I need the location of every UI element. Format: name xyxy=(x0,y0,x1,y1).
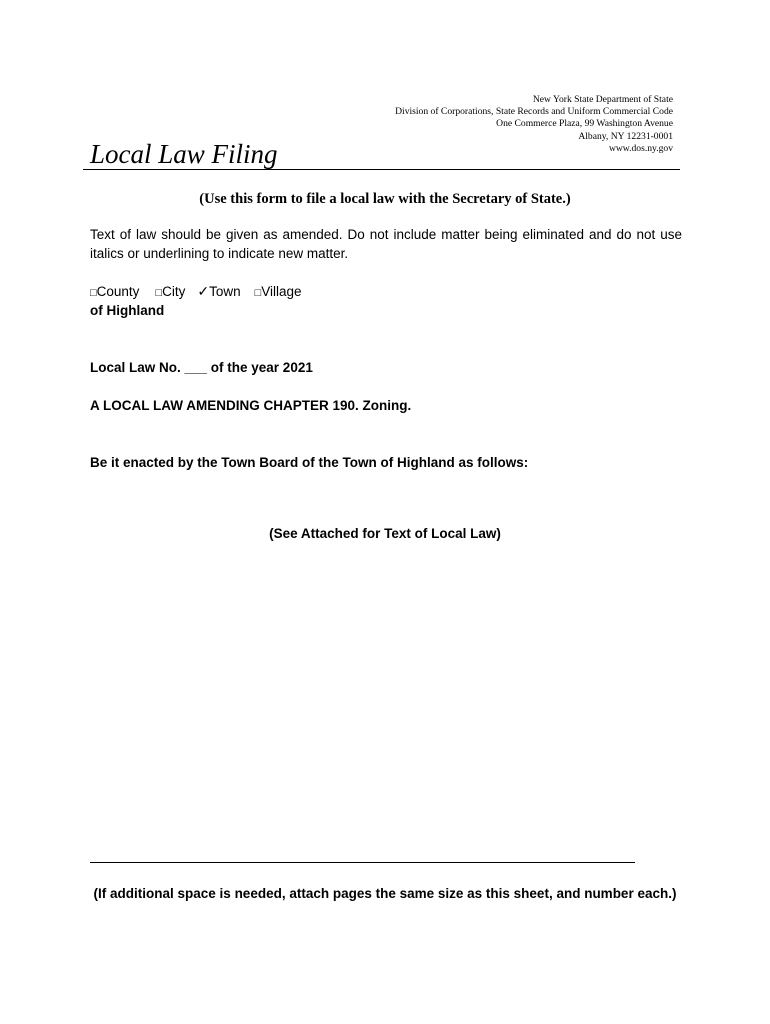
option-county[interactable] xyxy=(90,282,139,303)
attached-text-note: (See Attached for Text of Local Law) xyxy=(269,526,501,541)
title-divider xyxy=(83,169,680,170)
additional-space-note: (If additional space is needed, attach pages the same size as this sheet, and number each.) xyxy=(93,886,677,901)
checkbox-empty-icon: □ xyxy=(254,287,262,299)
municipality-name: of Highland xyxy=(90,303,165,318)
option-label: Village xyxy=(261,284,302,299)
agency-name: New York State Department of State xyxy=(532,94,673,105)
option-label: City xyxy=(162,284,186,299)
option-village[interactable] xyxy=(255,282,302,303)
agency-address-block xyxy=(395,94,673,155)
agency-website: www.dos.ny.gov xyxy=(608,142,673,154)
agency-street: One Commerce Plaza, 99 Washington Avenue xyxy=(496,118,673,130)
form-body-text: Text of law should be given as amended. Do not include matter being eliminated and do not use italics or underlining to indicate new matter. xyxy=(90,227,682,261)
option-city[interactable] xyxy=(155,282,185,303)
checkbox-empty-icon: □ xyxy=(155,287,163,299)
agency-city: Albany, NY 12231-0001 xyxy=(578,130,673,142)
option-town[interactable] xyxy=(197,282,240,301)
agency-division: Division of Corporations, State Records and Uniform Commercial Code xyxy=(395,106,673,118)
checkbox-empty-icon: □ xyxy=(90,287,97,299)
form-instruction: (Use this form to file a local law with the Secretary of State.) xyxy=(199,191,571,207)
checkmark-icon: ✓ xyxy=(197,283,210,299)
bottom-divider xyxy=(90,862,635,863)
local-law-title: A LOCAL LAW AMENDING CHAPTER 190. Zoning. xyxy=(90,398,412,413)
form-title: Local Law Filing xyxy=(90,139,278,169)
local-law-number: Local Law No. ___ of the year 2021 xyxy=(90,360,313,375)
enacting-clause: Be it enacted by the Town Board of the Town of Highland as follows: xyxy=(90,455,529,470)
option-label: Town xyxy=(209,284,241,299)
option-label: County xyxy=(96,284,140,299)
municipality-type-options xyxy=(90,282,302,303)
